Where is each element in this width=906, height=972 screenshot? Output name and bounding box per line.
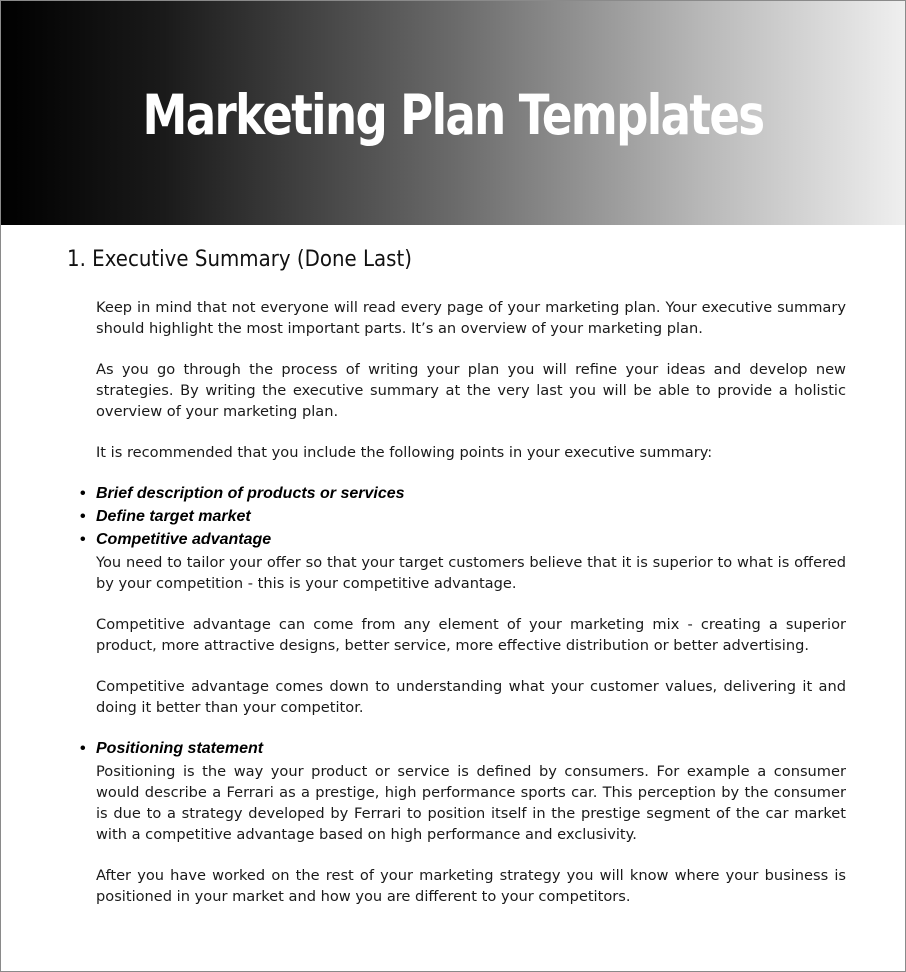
paragraph-positioning-2: After you have worked on the rest of your marketing strategy you will know where your business is positioned in your market and how you are different to your competitors.: [96, 867, 846, 905]
bullet-label: Competitive advantage: [96, 531, 272, 548]
paragraph-competitive-3: Competitive advantage comes down to understanding what your customer values, delivering it and doing it better than your competitor.: [96, 678, 846, 716]
bullet-label: Define target market: [96, 508, 251, 525]
paragraph-positioning-1: Positioning is the way your product or service is defined by consumers. For example a consumer would describe a Ferrari as a prestige, high performance sports car. This perception by the consumer is due to a strategy developed by Ferrari to position itself in the prestige segment of the car market with a competitive advantage based on high performance and exclusivity.: [96, 763, 846, 843]
bullet-item-products: [80, 483, 405, 505]
bullet-marker: •: [80, 740, 86, 757]
paragraph-competitive-1: You need to tailor your offer so that your target customers believe that it is superior to what is offered by your competition - this is your competitive advantage.: [96, 554, 846, 592]
paragraph-intro-2: As you go through the process of writing your plan you will refine your ideas and develop new strategies. By writing the executive summary at the very last you will be able to provide a holistic overview of your marketing plan.: [96, 361, 846, 420]
bullet-label: Positioning statement: [96, 740, 264, 757]
bullet-marker: •: [80, 531, 86, 548]
bullet-item-competitive-advantage: [80, 529, 271, 551]
bullet-item-positioning-statement: [80, 738, 263, 760]
bullet-marker: •: [80, 508, 86, 525]
bullet-item-target-market: [80, 506, 251, 528]
paragraph-competitive-2: Competitive advantage can come from any element of your marketing mix - creating a superior product, more attractive designs, better service, more effective distribution or better advertising.: [96, 616, 846, 654]
paragraph-intro-3: It is recommended that you include the following points in your executive summary:: [96, 444, 713, 461]
title-banner: [1, 1, 905, 225]
paragraph-intro-1: Keep in mind that not everyone will read every page of your marketing plan. Your executive summary should highlight the most important parts. It’s an overview of your marketing plan.: [96, 299, 846, 337]
bullet-label: Brief description of products or services: [96, 485, 405, 502]
bullet-marker: •: [80, 485, 86, 502]
document-title: Marketing Plan Templates: [142, 83, 764, 147]
section-heading: 1. Executive Summary (Done Last): [67, 247, 412, 272]
